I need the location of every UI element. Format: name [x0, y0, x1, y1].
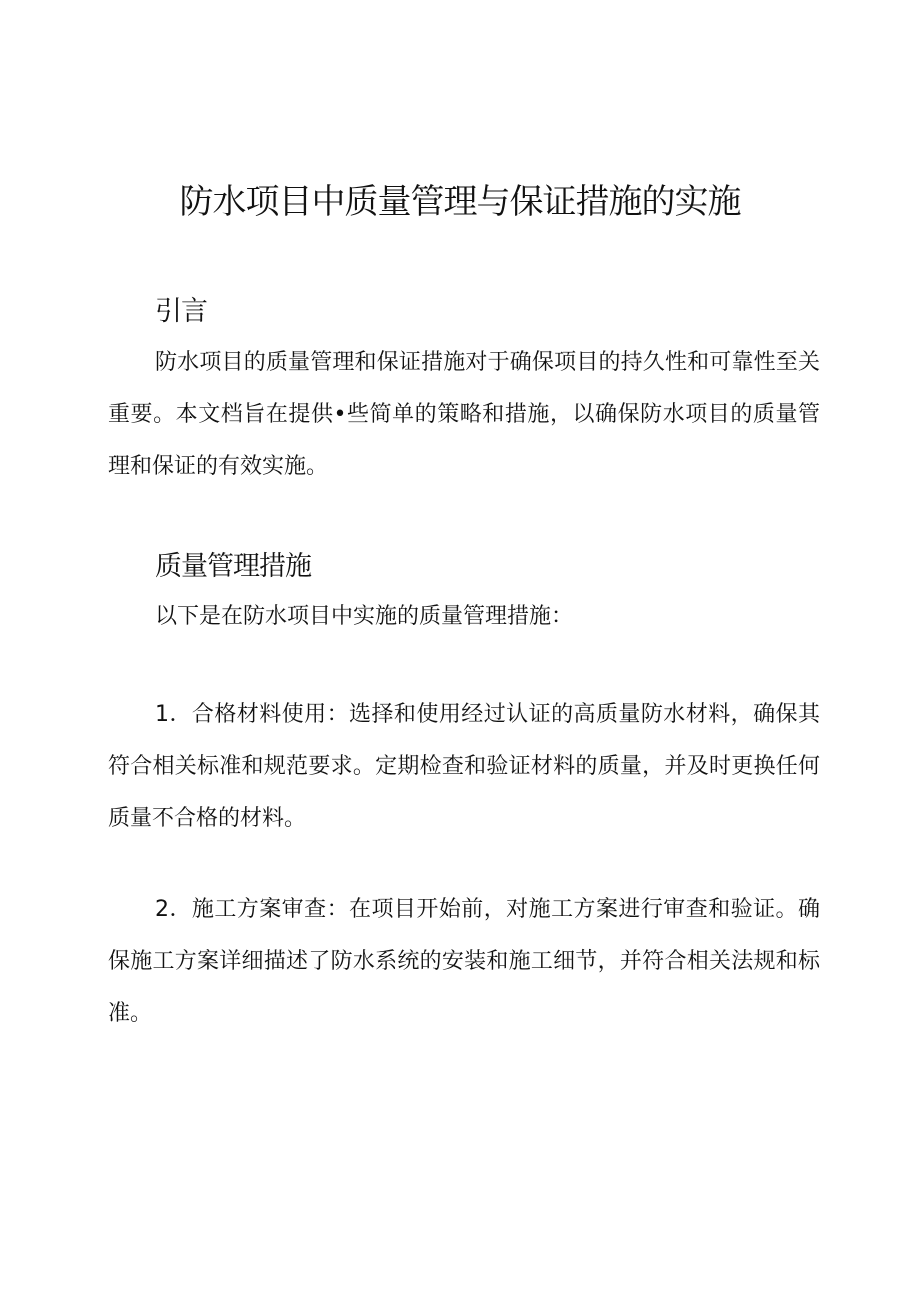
measure-item-1: 1．合格材料使用：选择和使用经过认证的高质量防水材料，确保其符合相关标准和规范要求。定期检查和验证材料的质量，并及时更换任何质量不合格的材料。 [108, 702, 820, 831]
document-title: 防水项目中质量管理与保证措施的实施 [179, 182, 741, 222]
section-heading-introduction: 引言 [155, 296, 207, 327]
section-heading-quality-measures: 质量管理措施 [155, 551, 311, 582]
measure-item-2: 2．施工方案审查：在项目开始前，对施工方案进行审查和验证。确保施工方案详细描述了防水系统的安装和施工细节，并符合相关法规和标准。 [108, 897, 820, 1026]
introduction-paragraph: 防水项目的质量管理和保证措施对于确保项目的持久性和可靠性至关重要。本文档旨在提供•些简单的策略和措施，以确保防水项目的质量管理和保证的有效实施。 [108, 350, 820, 479]
quality-measures-intro: 以下是在防水项目中实施的质量管理措施： [155, 604, 574, 629]
